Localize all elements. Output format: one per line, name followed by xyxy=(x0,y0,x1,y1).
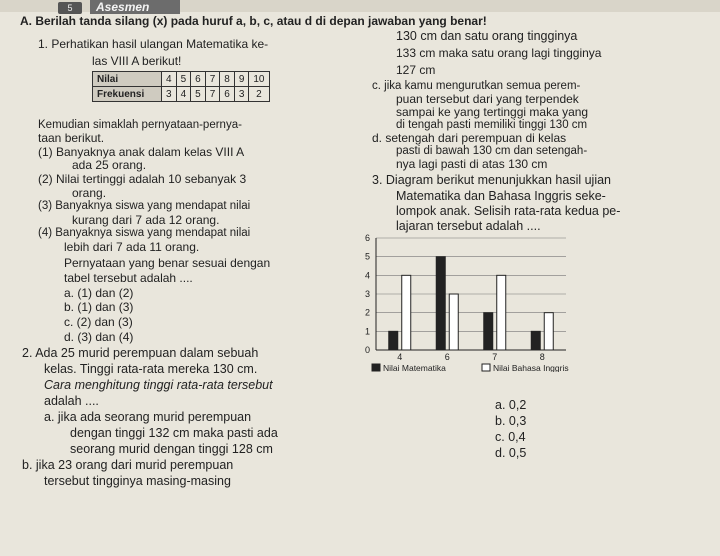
q2-option-c-line: sampai ke yang tertinggi maka yang xyxy=(396,105,589,119)
table-cell: 2 xyxy=(249,87,269,102)
bar xyxy=(544,313,553,350)
q1-statement: ada 25 orang. xyxy=(72,158,147,172)
table-header-frekuensi: Frekuensi xyxy=(93,87,162,102)
q2-right-line: 127 cm xyxy=(396,63,436,77)
q1-prompt-1: Pernyataan yang benar sesuai dengan xyxy=(64,256,271,270)
table-cell: 6 xyxy=(220,87,235,102)
legend-swatch xyxy=(482,364,490,371)
y-tick-label: 6 xyxy=(364,233,370,243)
q3-stem: lompok anak. Selisih rata-rata kedua pe- xyxy=(396,204,621,218)
bar xyxy=(449,294,458,350)
q1-statement: orang. xyxy=(72,186,107,200)
q2-option-d-line: nya lagi pasti di atas 130 cm xyxy=(396,157,548,171)
table-cell: 4 xyxy=(176,87,191,102)
table-row xyxy=(93,72,270,87)
q1-statement: (1) Banyaknya anak dalam kelas VIII A xyxy=(38,145,245,159)
table-cell: 8 xyxy=(220,72,235,87)
table-cell: 4 xyxy=(162,72,177,87)
bar-chart xyxy=(362,222,622,372)
legend-swatch xyxy=(372,364,380,371)
q3-stem: 3. Diagram berikut menunjukkan hasil ujian xyxy=(372,173,612,187)
q1-statement: (3) Banyaknya siswa yang mendapat nilai xyxy=(38,200,251,212)
q1-statement: (4) Banyaknya siswa yang mendapat nilai xyxy=(38,227,251,239)
y-tick-label: 2 xyxy=(364,307,370,318)
y-tick-label: 5 xyxy=(364,251,370,262)
x-tick-label: 7 xyxy=(492,352,498,362)
bar xyxy=(484,313,493,350)
bar xyxy=(402,275,411,350)
q2-stem: kelas. Tinggi rata-rata mereka 130 cm. xyxy=(44,362,258,376)
legend-label: Nilai Bahasa Inggris xyxy=(493,363,569,372)
table-cell: 7 xyxy=(205,72,220,87)
chart-legend xyxy=(372,363,569,372)
q2-option-b-line: tersebut tingginya masing-masing xyxy=(44,474,231,488)
q1-option-b[interactable]: b. (1) dan (3) xyxy=(64,300,134,314)
table-cell: 9 xyxy=(234,72,249,87)
q2-option-c[interactable]: c. jika kamu mengurutkan semua perem- xyxy=(372,80,581,92)
q2-right-line: 133 cm maka satu orang lagi tingginya xyxy=(396,46,602,60)
x-tick-label: 4 xyxy=(397,352,403,362)
q1-statement: kurang dari 7 ada 12 orang. xyxy=(72,213,220,227)
q1-stem-line2: las VIII A berikut! xyxy=(92,54,182,68)
q1-option-d[interactable]: d. (3) dan (4) xyxy=(64,330,134,344)
q2-option-d[interactable]: d. setengah dari perempuan di kelas xyxy=(372,131,567,145)
q1-statement: (2) Nilai tertinggi adalah 10 sebanyak 3 xyxy=(38,172,247,186)
q1-after-table-1: Kemudian simaklah pernyataan-pernya- xyxy=(38,119,242,131)
q1-stem-line1: 1. Perhatikan hasil ulangan Matematika ke- xyxy=(38,37,269,51)
q2-option-d-line: pasti di bawah 130 cm dan setengah- xyxy=(396,145,588,157)
q2-stem: adalah .... xyxy=(44,394,99,408)
q2-option-a-line: seorang murid dengan tinggi 128 cm xyxy=(70,442,273,456)
q3-stem: lajaran tersebut adalah .... xyxy=(396,219,541,233)
instruction: A. Berilah tanda silang (x) pada huruf a, b, c, atau d di depan jawaban yang benar! xyxy=(20,14,487,28)
x-tick-label: 8 xyxy=(539,352,545,362)
q1-option-c[interactable]: c. (2) dan (3) xyxy=(64,315,133,329)
q1-option-a[interactable]: a. (1) dan (2) xyxy=(64,286,134,300)
bar xyxy=(436,257,445,350)
q2-stem: 2. Ada 25 murid perempuan dalam sebuah xyxy=(22,346,259,360)
q2-stem: Cara menghitung tinggi rata-rata tersebut xyxy=(44,378,273,392)
q3-option-a[interactable]: a. 0,2 xyxy=(495,398,527,412)
y-tick-label: 1 xyxy=(364,326,370,337)
y-tick-label: 0 xyxy=(364,345,370,355)
q2-option-a-line: dengan tinggi 132 cm maka pasti ada xyxy=(70,426,278,440)
legend-label: Nilai Matematika xyxy=(383,363,446,372)
x-tick-label: 6 xyxy=(444,352,450,362)
q2-option-b[interactable]: b. jika 23 orang dari murid perempuan xyxy=(22,458,234,472)
q1-prompt-2: tabel tersebut adalah .... xyxy=(64,271,193,285)
bar xyxy=(389,331,398,350)
bar xyxy=(531,331,540,350)
table-row xyxy=(93,87,270,102)
q1-after-table-2: taan berikut. xyxy=(38,131,105,145)
q3-option-d[interactable]: d. 0,5 xyxy=(495,446,527,460)
q3-option-b[interactable]: b. 0,3 xyxy=(495,414,527,428)
bar xyxy=(497,275,506,350)
y-tick-label: 4 xyxy=(364,270,370,281)
table-cell: 6 xyxy=(191,72,206,87)
chapter-badge: 5 xyxy=(58,2,82,14)
q1-statement: lebih dari 7 ada 11 orang. xyxy=(64,240,200,254)
q3-stem: Matematika dan Bahasa Inggris seke- xyxy=(396,189,606,203)
table-cell: 5 xyxy=(191,87,206,102)
q3-option-c[interactable]: c. 0,4 xyxy=(495,430,526,444)
table-cell: 3 xyxy=(162,87,177,102)
q2-option-c-line: puan tersebut dari yang terpendek xyxy=(396,92,579,106)
q2-right-line: 130 cm dan satu orang tingginya xyxy=(396,29,578,43)
q2-option-a[interactable]: a. jika ada seorang murid perempuan xyxy=(44,410,252,424)
table-cell: 10 xyxy=(249,72,269,87)
q2-option-c-line: di tengah pasti memiliki tinggi 130 cm xyxy=(396,119,588,131)
table-header-nilai: Nilai xyxy=(93,72,162,87)
section-title: Asesmen xyxy=(90,0,180,14)
table-cell: 7 xyxy=(205,87,220,102)
chart-bars xyxy=(389,257,554,350)
table-cell: 5 xyxy=(176,72,191,87)
frequency-table xyxy=(92,71,270,102)
y-tick-label: 3 xyxy=(364,289,370,299)
table-cell: 3 xyxy=(234,87,249,102)
